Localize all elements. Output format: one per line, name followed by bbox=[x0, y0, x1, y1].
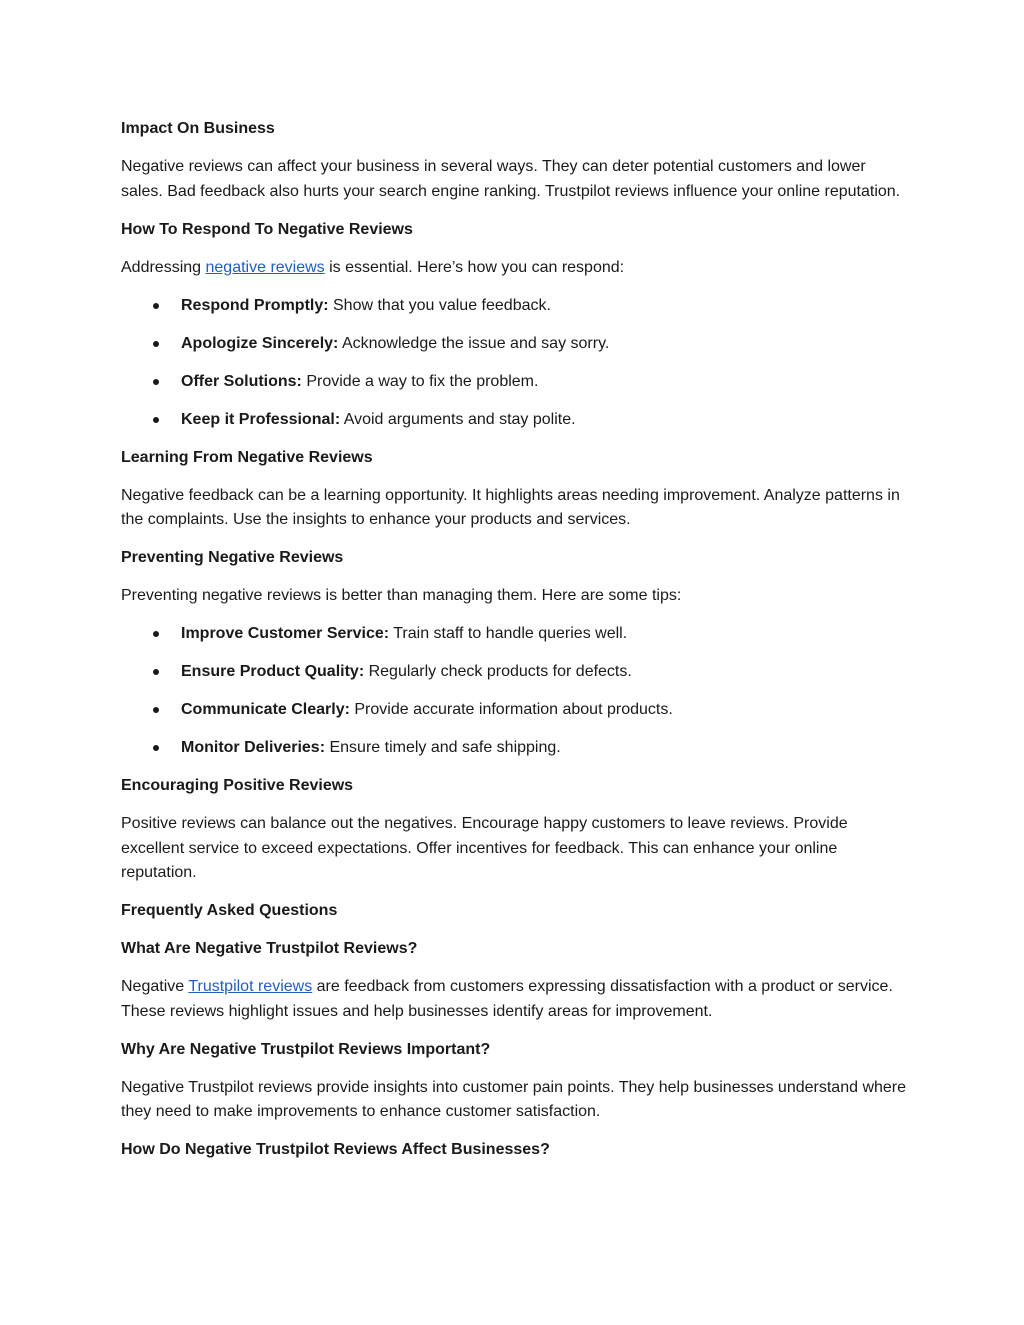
list-item-label: Monitor Deliveries: bbox=[181, 739, 326, 756]
list-item-text: Show that you value feedback. bbox=[328, 296, 551, 314]
list-item bbox=[121, 370, 911, 395]
list-item-text: Regularly check products for defects. bbox=[364, 663, 632, 680]
heading-impact: Impact On Business bbox=[121, 120, 275, 137]
faq-answer-2: Negative Trustpilot reviews provide insights into customer pain points. They help businesses understand where they need to make improvements to enhance customer satisfaction. bbox=[121, 1078, 907, 1120]
heading-preventing: Preventing Negative Reviews bbox=[121, 549, 344, 566]
list-item-label: Apologize Sincerely: bbox=[181, 334, 339, 352]
list-item-label: Communicate Clearly: bbox=[181, 701, 350, 718]
bullet-icon bbox=[153, 631, 159, 637]
list-item-label: Respond Promptly: bbox=[181, 296, 329, 314]
list-item-text: Provide a way to fix the problem. bbox=[301, 372, 539, 390]
faq-question-2: Why Are Negative Trustpilot Reviews Important? bbox=[121, 1040, 491, 1058]
list-item bbox=[121, 294, 911, 319]
list-item-text: Ensure timely and safe shipping. bbox=[325, 739, 561, 756]
heading-faq: Frequently Asked Questions bbox=[121, 902, 338, 919]
paragraph-encouraging: Positive reviews can balance out the negatives. Encourage happy customers to leave reviews. Provide excellent service to exceed expectations. Offer incentives for feedback. This can enhance your online reputation. bbox=[121, 815, 848, 881]
list-item-label: Keep it Professional: bbox=[181, 410, 341, 428]
bullet-icon bbox=[153, 745, 159, 751]
list-item-label: Offer Solutions: bbox=[181, 372, 302, 390]
heading-learning: Learning From Negative Reviews bbox=[121, 448, 373, 466]
paragraph-preventing-intro: Preventing negative reviews is better than managing them. Here are some tips: bbox=[121, 587, 682, 604]
list-item-text: Provide accurate information about products. bbox=[349, 701, 673, 718]
paragraph-learning: Negative feedback can be a learning opportunity. It highlights areas needing improvement. Analyze patterns in the complaints. Use the insights to enhance your products and services. bbox=[121, 486, 900, 528]
list-item bbox=[121, 408, 911, 433]
paragraph-respond-intro bbox=[121, 256, 911, 281]
list-item-text: Acknowledge the issue and say sorry. bbox=[338, 334, 610, 352]
list-item-label: Ensure Product Quality: bbox=[181, 663, 365, 680]
bullet-icon bbox=[153, 669, 159, 675]
answer-text-before: Negative bbox=[121, 978, 189, 995]
answer-text-after: are feedback from customers expressing dissatisfaction with a product or service. These reviews highlight issues and help businesses identify areas for improvement. bbox=[121, 978, 893, 1020]
bullet-icon bbox=[153, 341, 159, 347]
faq-question-3: How Do Negative Trustpilot Reviews Affect Businesses? bbox=[121, 1141, 550, 1158]
trustpilot-reviews-link[interactable]: Trustpilot reviews bbox=[188, 978, 313, 995]
list-item-text: Train staff to handle queries well. bbox=[389, 625, 628, 642]
list-item bbox=[121, 698, 911, 723]
bullet-icon bbox=[153, 707, 159, 713]
list-item bbox=[121, 332, 911, 357]
intro-text-after: is essential. Here’s how you can respond: bbox=[324, 258, 625, 276]
paragraph-impact: Negative reviews can affect your business in several ways. They can deter potential customers and lower sales. Bad feedback also hurts your search engine ranking. Trustpilot reviews influence your online reputation. bbox=[121, 158, 901, 200]
negative-reviews-link[interactable]: negative reviews bbox=[205, 258, 325, 276]
heading-encouraging: Encouraging Positive Reviews bbox=[121, 777, 354, 794]
list-item bbox=[121, 622, 911, 647]
bullet-icon bbox=[153, 417, 159, 423]
bullet-icon bbox=[153, 379, 159, 385]
list-item-label: Improve Customer Service: bbox=[181, 625, 390, 642]
list-item bbox=[121, 660, 911, 685]
list-item-text: Avoid arguments and stay polite. bbox=[340, 410, 576, 428]
intro-text-before: Addressing bbox=[121, 258, 206, 276]
list-item bbox=[121, 736, 911, 761]
faq-answer-1 bbox=[121, 975, 911, 1024]
document-page bbox=[121, 117, 911, 1163]
faq-question-1: What Are Negative Trustpilot Reviews? bbox=[121, 940, 418, 957]
heading-respond: How To Respond To Negative Reviews bbox=[121, 220, 413, 238]
bullet-icon bbox=[153, 303, 159, 309]
